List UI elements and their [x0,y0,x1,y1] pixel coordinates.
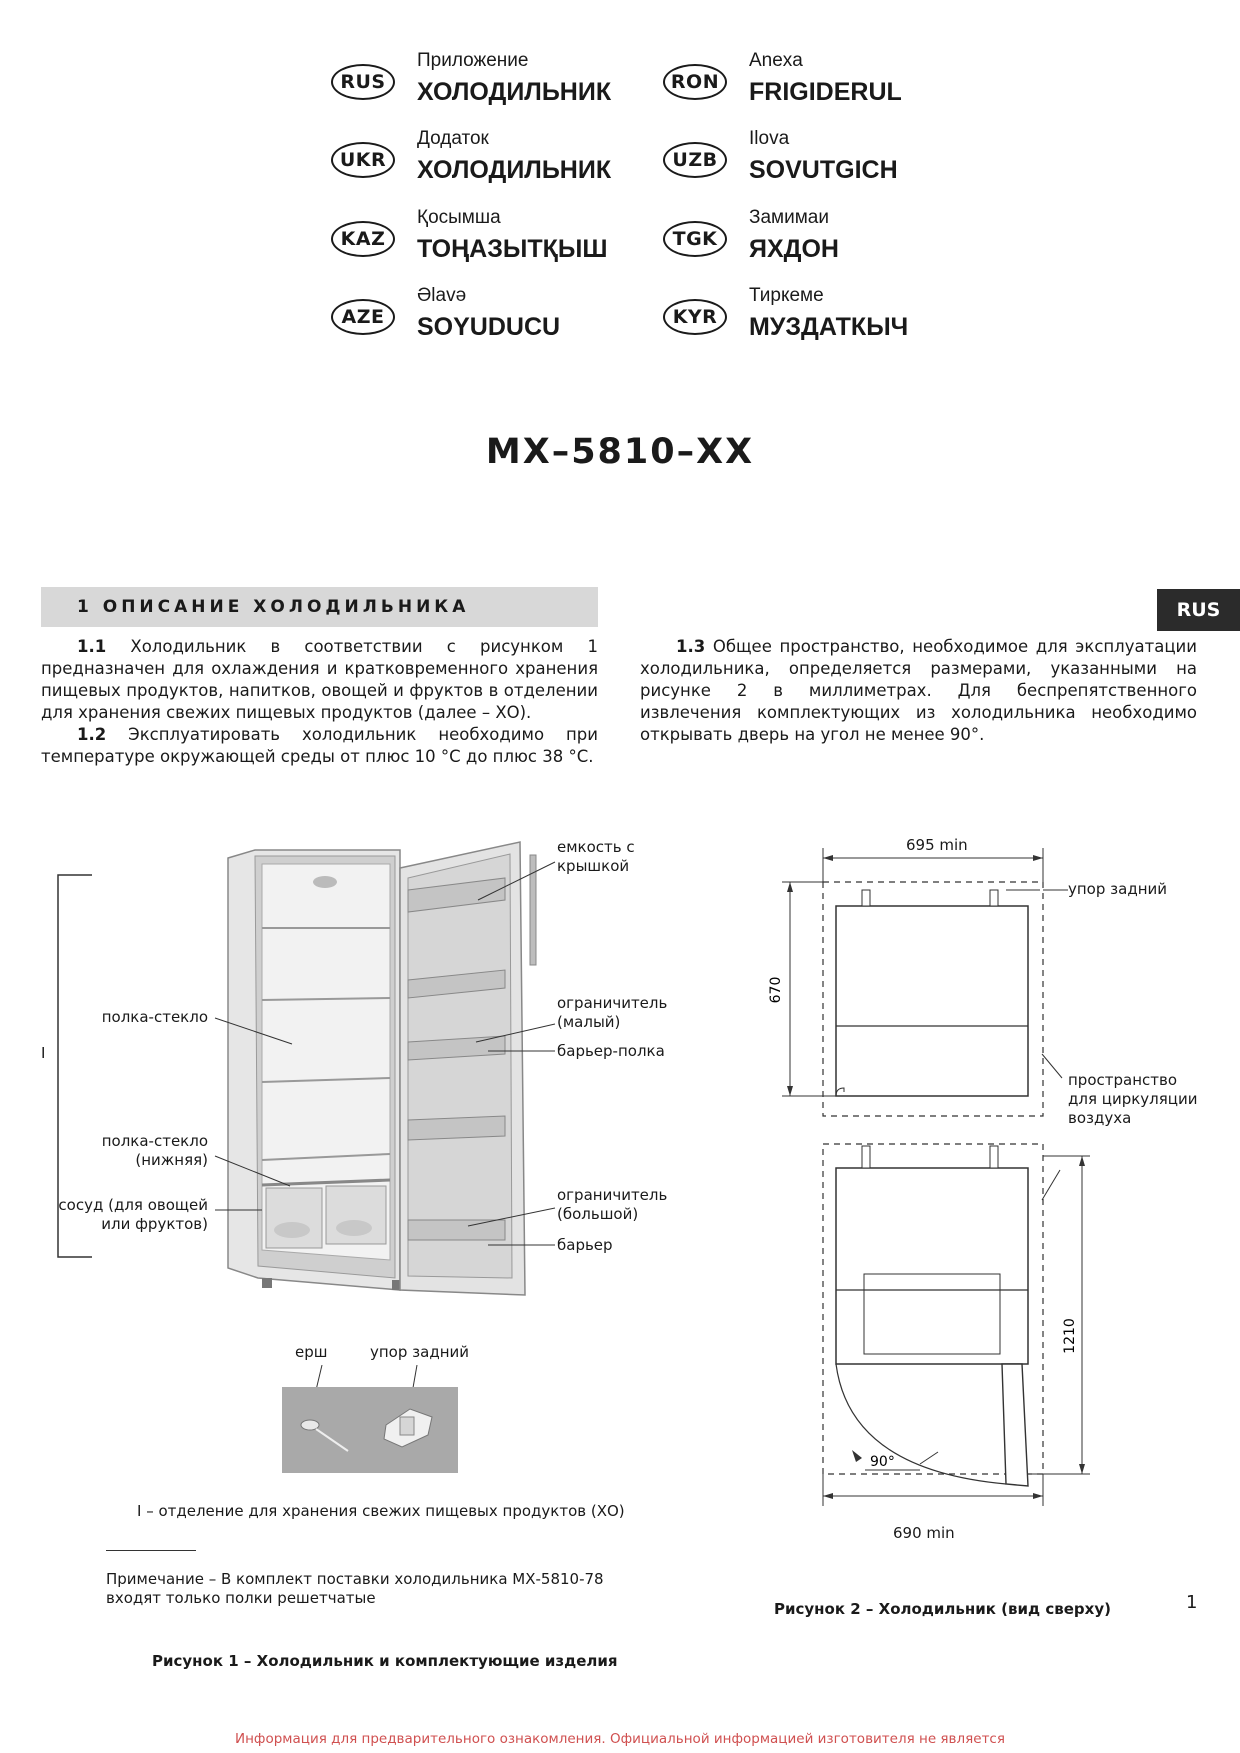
label-limiter-small: ограничитель (малый) [557,994,668,1031]
lang-block-rus [331,50,651,120]
figure1-legend: I – отделение для хранения свежих пищевых продуктов (ХО) [137,1502,625,1520]
lang-badge: KYR [663,299,727,335]
label-limiter-big: ограничитель (большой) [557,1186,668,1223]
label-container: емкость с крышкой [557,838,635,875]
para-text: Общее пространство, необходимое для эксплуатации холодильника, определяется размерами, указанными на рисунке 2 в миллиметрах. Для беспрепятственного извлечения комплектующих из холодильника необходимо открывать дверь на угол не менее 90°. [640,637,1197,744]
para-text: Эксплуатировать холодильник необходимо при температуре окружающей среды от плюс 10 °С до плюс 38 °С. [41,725,598,766]
lang-block-ukr [331,128,651,198]
para-number: 1.2 [77,725,107,744]
angle-text: 90° [870,1454,895,1470]
label-shelf-glass-lower: полка-стекло (нижняя) [101,1132,208,1169]
dim-bottom-text: 690 min [893,1524,955,1542]
lang-badge: RON [663,64,727,100]
figure2-drawing [760,830,1180,1550]
lang-block-aze [331,285,651,355]
lang-sub: Қосымша [417,207,501,228]
lang-block-uzb [663,128,983,198]
lang-badge: RUS [331,64,395,100]
lang-sub: Замимаи [749,207,829,228]
accessories-illustration [282,1365,462,1475]
label-rear-stop: упор задний [370,1343,469,1361]
dim-right-text: 1210 [1062,1318,1078,1354]
page-number: 1 [1186,1592,1198,1613]
para-text: Холодильник в соответствии с рисунком 1 предназначен для охлаждения и кратковременного хранения пищевых продуктов, напитков, овощей и фруктов в отделении для хранения свежих пищевых продуктов (далее – ХО). [41,637,598,722]
label-shelf-glass: полка-стекло [101,1008,208,1026]
lang-main: ХОЛОДИЛЬНИК [417,156,612,184]
lang-block-tgk [663,207,983,277]
disclaimer: Информация для предварительного ознакомления. Официальной информацией изготовителя не является [235,1731,1005,1747]
paragraph-left [41,636,598,768]
language-tab: RUS [1157,589,1240,631]
lang-sub: Anexa [749,50,803,71]
lang-main: ЯХДОН [749,235,839,263]
lang-sub: Приложение [417,50,529,71]
label-air-space: пространство для циркуляции воздуха [1068,1071,1198,1127]
label-barrier-shelf: барьер-полка [557,1042,665,1060]
fridge-illustration [228,842,536,1295]
lang-block-kaz [331,207,651,277]
lang-main: SOYUDUCU [417,313,561,341]
section-title: 1 ОПИСАНИЕ ХОЛОДИЛЬНИКА [77,597,470,617]
figure1-caption: Рисунок 1 – Холодильник и комплектующие изделия [152,1652,618,1670]
lang-badge: KAZ [331,221,395,257]
para-number: 1.1 [77,637,107,656]
figure1-drawing [0,820,620,1320]
model-title: МХ–5810–ХХ [485,432,755,472]
footnote-divider [106,1550,196,1551]
lang-sub: Додаток [417,128,489,149]
bracket-label: I [41,1044,46,1062]
dim-left-text: 670 [768,976,784,1004]
lang-main: ХОЛОДИЛЬНИК [417,78,612,106]
section-header [41,587,598,627]
lang-main: FRIGIDERUL [749,78,902,106]
lang-sub: Тиркеме [749,285,824,306]
lang-sub: Əlavə [417,285,467,306]
label-vessel: сосуд (для овощей или фруктов) [58,1196,208,1233]
lang-main: МУЗДАТКЫЧ [749,313,909,341]
label-brush: ерш [295,1343,328,1361]
lang-sub: Ilova [749,128,790,149]
paragraph-right [640,636,1197,746]
para-number: 1.3 [676,637,706,656]
lang-block-kyr [663,285,983,355]
dim-top-text: 695 min [906,836,968,854]
lang-block-ron [663,50,983,120]
label-barrier: барьер [557,1236,613,1254]
figure1-note: Примечание – В комплект поставки холодильника МХ-5810-78 входят только полки решетчатые [106,1570,604,1607]
lang-badge: UZB [663,142,727,178]
lang-badge: UKR [331,142,395,178]
lang-badge: TGK [663,221,727,257]
lang-main: SOVUTGICH [749,156,898,184]
label-rear-stop-fig2: упор задний [1068,880,1167,898]
lang-badge: AZE [331,299,395,335]
figure2-caption: Рисунок 2 – Холодильник (вид сверху) [774,1600,1111,1618]
lang-main: ТОҢАЗЫТҚЫШ [417,235,608,263]
